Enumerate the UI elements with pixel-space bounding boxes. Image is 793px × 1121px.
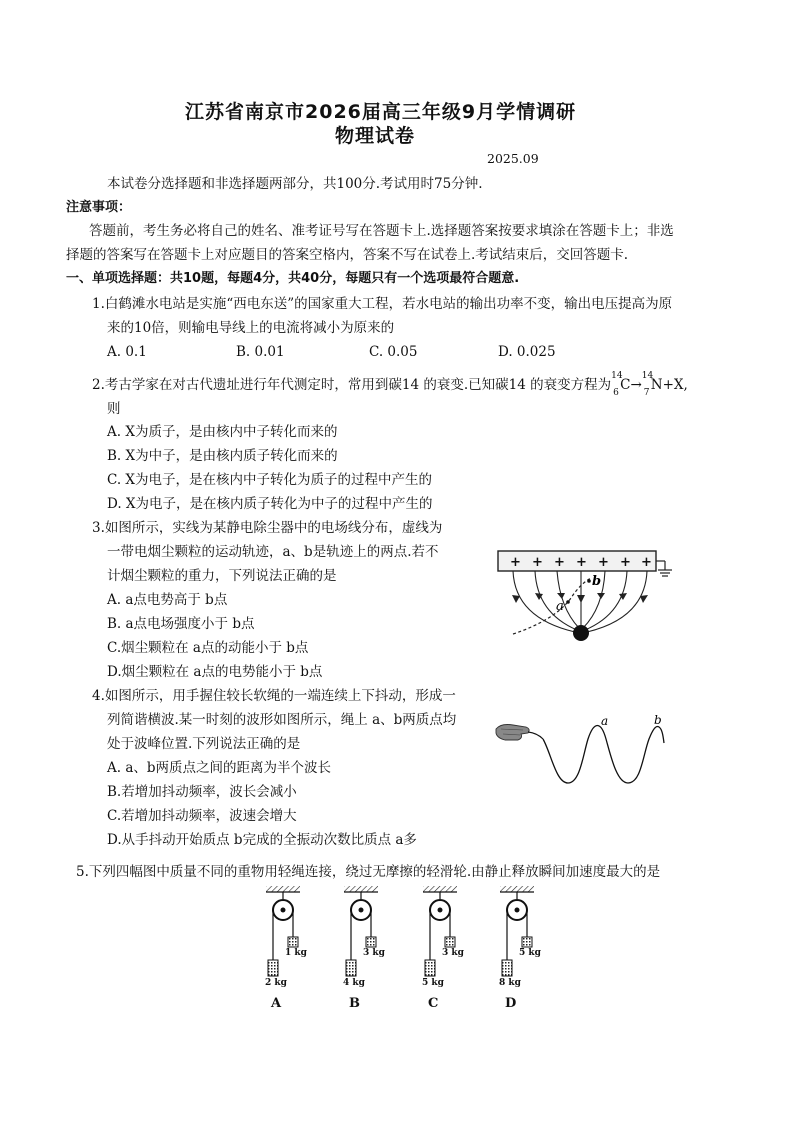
pulley-a [266, 886, 300, 976]
exam-title-line2: 物理试卷 [335, 125, 416, 147]
rope-start [528, 732, 543, 739]
q4-wave-diagram [493, 715, 668, 790]
q3-line3: 计烟尘颗粒的重力，下列说法正确的是 [107, 568, 337, 584]
q2-option-b: B. X为中子，是由核内质子转化而来的 [107, 448, 338, 464]
pulley-c [423, 886, 457, 976]
notice-line2: 择题的答案写在答题卡上对应题目的答案空格内，答案不写在试卷上.考试结束后，交回答题卡. [66, 247, 629, 263]
exam-date: 2025.09 [487, 151, 539, 166]
nitrogen-charge-number: 7 [643, 388, 650, 398]
pulley-c-large-mass: 5 kg [422, 978, 444, 988]
q5-pulley-figures [262, 884, 552, 1014]
pulley-c-letter: C [428, 996, 439, 1011]
q4-option-d: D.从手抖动开始质点 b完成的全振动次数比质点 a多 [107, 832, 417, 848]
q3-field-diagram [495, 548, 685, 648]
field-arrowheads [512, 593, 648, 603]
carbon-charge-number: 6 [613, 388, 619, 398]
ground-icon [656, 561, 672, 576]
point-a [566, 600, 570, 604]
pulley-b-small-mass: 3 kg [363, 948, 385, 958]
q4-option-a: A. a、b两质点之间的距离为半个波长 [107, 760, 332, 776]
q1-option-a: A. 0.1 [107, 344, 147, 360]
collector-sphere [573, 625, 589, 641]
label-b: b [592, 574, 602, 589]
nitrogen-symbol: N+X, [650, 377, 688, 393]
notice-line1: 答题前，考生务必将自己的姓名、准考证号写在答题卡上.选择题答案按要求填涂在答题卡上；非选 [89, 223, 674, 239]
q5-line1: 5.下列四幅图中质量不同的重物用轻绳连接，绕过无摩擦的轻滑轮.由静止释放瞬间加速度最大的是 [76, 864, 661, 880]
intro-text: 本试卷分选择题和非选择题两部分，共100分.考试用时75分钟. [107, 176, 483, 192]
pulley-b-large-mass: 4 kg [343, 978, 365, 988]
pulley-b-letter: B [349, 996, 360, 1011]
q4-line1: 4.如图所示，用手握住较长软绳的一端连续上下抖动，形成一 [92, 688, 456, 704]
pulley-a-large-mass: 2 kg [265, 978, 287, 988]
svg-text:+: + [620, 555, 631, 570]
wave-label-a: a [601, 715, 609, 728]
svg-text:+: + [641, 555, 652, 570]
svg-text:+: + [532, 555, 543, 570]
q1-line2: 来的10倍，则输电导线上的电流将减小为原来的 [107, 320, 395, 336]
svg-text:+: + [554, 555, 565, 570]
q4-option-b: B.若增加抖动频率，波长会减小 [107, 784, 297, 800]
q3-line2: 一带电烟尘颗粒的运动轨迹，a、b是轨迹上的两点.若不 [107, 544, 439, 560]
hand-icon [496, 725, 529, 741]
svg-text:+: + [598, 555, 609, 570]
pulley-d [500, 886, 534, 976]
plus-signs [510, 555, 652, 570]
pulley-a-small-mass: 1 kg [285, 948, 307, 958]
nuclide-nitrogen [641, 371, 688, 398]
pulley-d-large-mass: 8 kg [499, 978, 521, 988]
pulley-d-letter: D [505, 996, 517, 1011]
svg-text:+: + [510, 555, 521, 570]
exam-title-line1: 江苏省南京市2026届高三年级9月学情调研 [185, 101, 577, 123]
nitrogen-mass-number: 14 [641, 371, 654, 381]
pulley-a-letter: A [271, 996, 282, 1011]
pulley-c-small-mass: 3 kg [442, 948, 464, 958]
q3-option-c: C.烟尘颗粒在 a点的动能小于 b点 [107, 640, 309, 656]
q3-option-a: A. a点电势高于 b点 [107, 592, 228, 608]
q4-option-c: C.若增加抖动频率，波速会增大 [107, 808, 297, 824]
notice-heading: 注意事项： [66, 200, 132, 215]
nuclide-carbon [611, 371, 642, 398]
rope-wave [543, 726, 664, 784]
q3-option-b: B. a点电场强度小于 b点 [107, 616, 255, 632]
q3-option-d: D.烟尘颗粒在 a点的电势能小于 b点 [107, 664, 323, 680]
q2-stem: 2.考古学家在对古代遗址进行年代测定时，常用到碳14 的衰变.已知碳14 的衰变方程为 [92, 377, 612, 393]
q2-option-d: D. X为电子，是在核内质子转化为中子的过程中产生的 [107, 496, 433, 512]
q1-option-d: D. 0.025 [498, 344, 556, 360]
point-b [587, 579, 591, 583]
q1-option-b: B. 0.01 [236, 344, 285, 360]
q4-line3: 处于波峰位置.下列说法正确的是 [107, 736, 301, 752]
carbon-mass-number: 14 [611, 371, 623, 381]
q2-option-a: A. X为质子，是由核内中子转化而来的 [107, 424, 338, 440]
svg-text:+: + [576, 555, 587, 570]
q3-line1: 3.如图所示，实线为某静电除尘器中的电场线分布，虚线为 [92, 520, 443, 536]
q1-line1: 1.白鹤滩水电站是实施“西电东送”的国家重大工程，若水电站的输出功率不变，输出电压提高为原 [92, 296, 673, 312]
label-a: a [556, 599, 564, 614]
wave-label-b: b [654, 715, 662, 727]
section-heading: 一、单项选择题：共10题，每题4分，共40分，每题只有一个选项最符合题意. [66, 271, 520, 286]
q1-option-c: C. 0.05 [369, 344, 418, 360]
q2-line2: 则 [107, 401, 121, 417]
q2-line1 [92, 371, 688, 398]
pulley-b [344, 886, 378, 976]
pulley-d-small-mass: 5 kg [519, 948, 541, 958]
q2-option-c: C. X为电子，是在核内中子转化为质子的过程中产生的 [107, 472, 433, 488]
field-lines [513, 571, 647, 632]
q4-line2: 列简谐横波.某一时刻的波形如图所示，绳上 a、b两质点均 [107, 712, 457, 728]
carbon-symbol: C→ [620, 377, 642, 393]
